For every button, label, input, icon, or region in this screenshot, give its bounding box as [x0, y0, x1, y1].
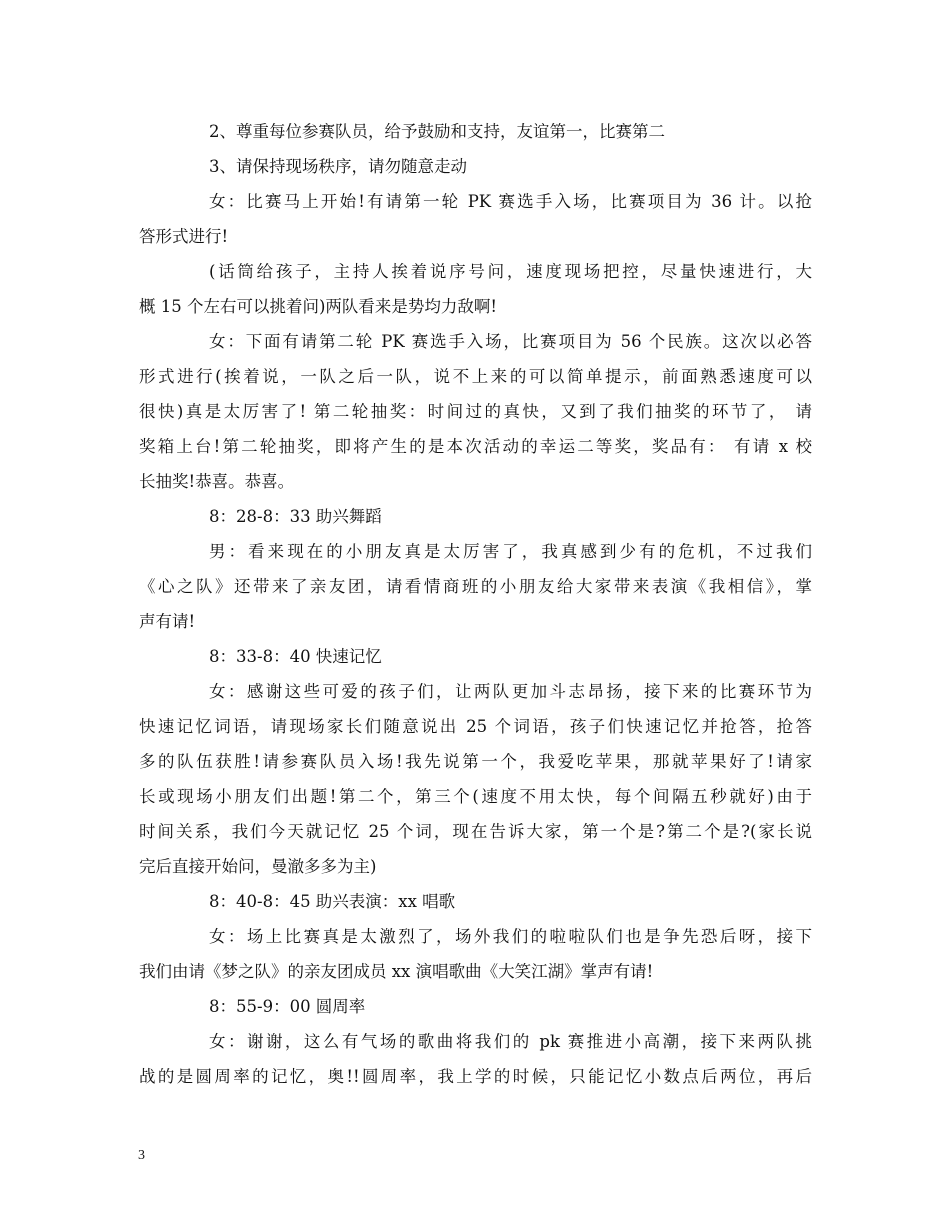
text-line: 男：看来现在的小朋友真是太厉害了，我真感到少有的危机，不过我们: [209, 542, 812, 561]
text-line: 很快)真是太厉害了! 第二轮抽奖：时间过的真快，又到了我们抽奖的环节了， 请: [139, 402, 812, 421]
text-line: 长或现场小朋友们出题!第二个，第三个(速度不用太快，每个间隔五秒就好)由于: [139, 787, 812, 806]
text-line: 奖箱上台!第二轮抽奖，即将产生的是本次活动的幸运二等奖，奖品有： 有请 x 校: [139, 437, 812, 456]
text-line: 女：感谢这些可爱的孩子们，让两队更加斗志昂扬，接下来的比赛环节为: [209, 682, 812, 701]
text-line: 长抽奖!恭喜。恭喜。: [139, 472, 295, 491]
text-line: 战的是圆周率的记忆，奥!!圆周率，我上学的时候，只能记忆小数点后两位，再后: [139, 1067, 812, 1086]
document-body: [139, 114, 812, 1094]
text-line: 完后直接开始问，曼澈多多为主): [139, 857, 377, 876]
text-line: 女：比赛马上开始!有请第一轮 PK 赛选手入场，比赛项目为 36 计。以抢: [209, 192, 812, 211]
text-line: 8：40-8：45 助兴表演：xx 唱歌: [209, 892, 456, 911]
text-line: 8：55-9：00 圆周率: [209, 997, 366, 1016]
text-line: 答形式进行!: [139, 227, 229, 246]
text-line: 女：谢谢，这么有气场的歌曲将我们的 pk 赛推进小高潮，接下来两队挑: [209, 1032, 812, 1051]
text-line: 女：场上比赛真是太激烈了，场外我们的啦啦队们也是争先恐后呀，接下: [209, 927, 812, 946]
text-line: 8：33-8：40 快速记忆: [209, 647, 382, 666]
page-number: 3: [138, 1148, 145, 1163]
text-line: 8：28-8：33 助兴舞蹈: [209, 507, 382, 526]
text-line: 2、尊重每位参赛队员，给予鼓励和支持，友谊第一，比赛第二: [209, 122, 665, 141]
text-line: 3、请保持现场秩序，请勿随意走动: [209, 157, 467, 176]
text-line: 快速记忆词语，请现场家长们随意说出 25 个词语，孩子们快速记忆并抢答，抢答: [139, 717, 812, 736]
text-line: (话筒给孩子，主持人挨着说序号问，速度现场把控，尽量快速进行，大: [209, 262, 812, 281]
text-line: 时间关系，我们今天就记忆 25 个词，现在告诉大家，第一个是?第二个是?(家长说: [139, 822, 812, 841]
text-line: 我们由请《梦之队》的亲友团成员 xx 演唱歌曲《大笑江湖》掌声有请!: [139, 962, 654, 981]
text-line: 形式进行(挨着说，一队之后一队，说不上来的可以简单提示，前面熟悉速度可以: [139, 367, 812, 386]
text-line: 女：下面有请第二轮 PK 赛选手入场，比赛项目为 56 个民族。这次以必答: [209, 332, 812, 351]
text-line: 《心之队》还带来了亲友团，请看情商班的小朋友给大家带来表演《我相信》，掌: [139, 577, 812, 596]
text-line: 概 15 个左右可以挑着问)两队看来是势均力敌啊!: [139, 297, 498, 316]
text-line: 多的队伍获胜!请参赛队员入场!我先说第一个，我爱吃苹果，那就苹果好了!请家: [139, 752, 812, 771]
text-line: 声有请!: [139, 612, 196, 631]
